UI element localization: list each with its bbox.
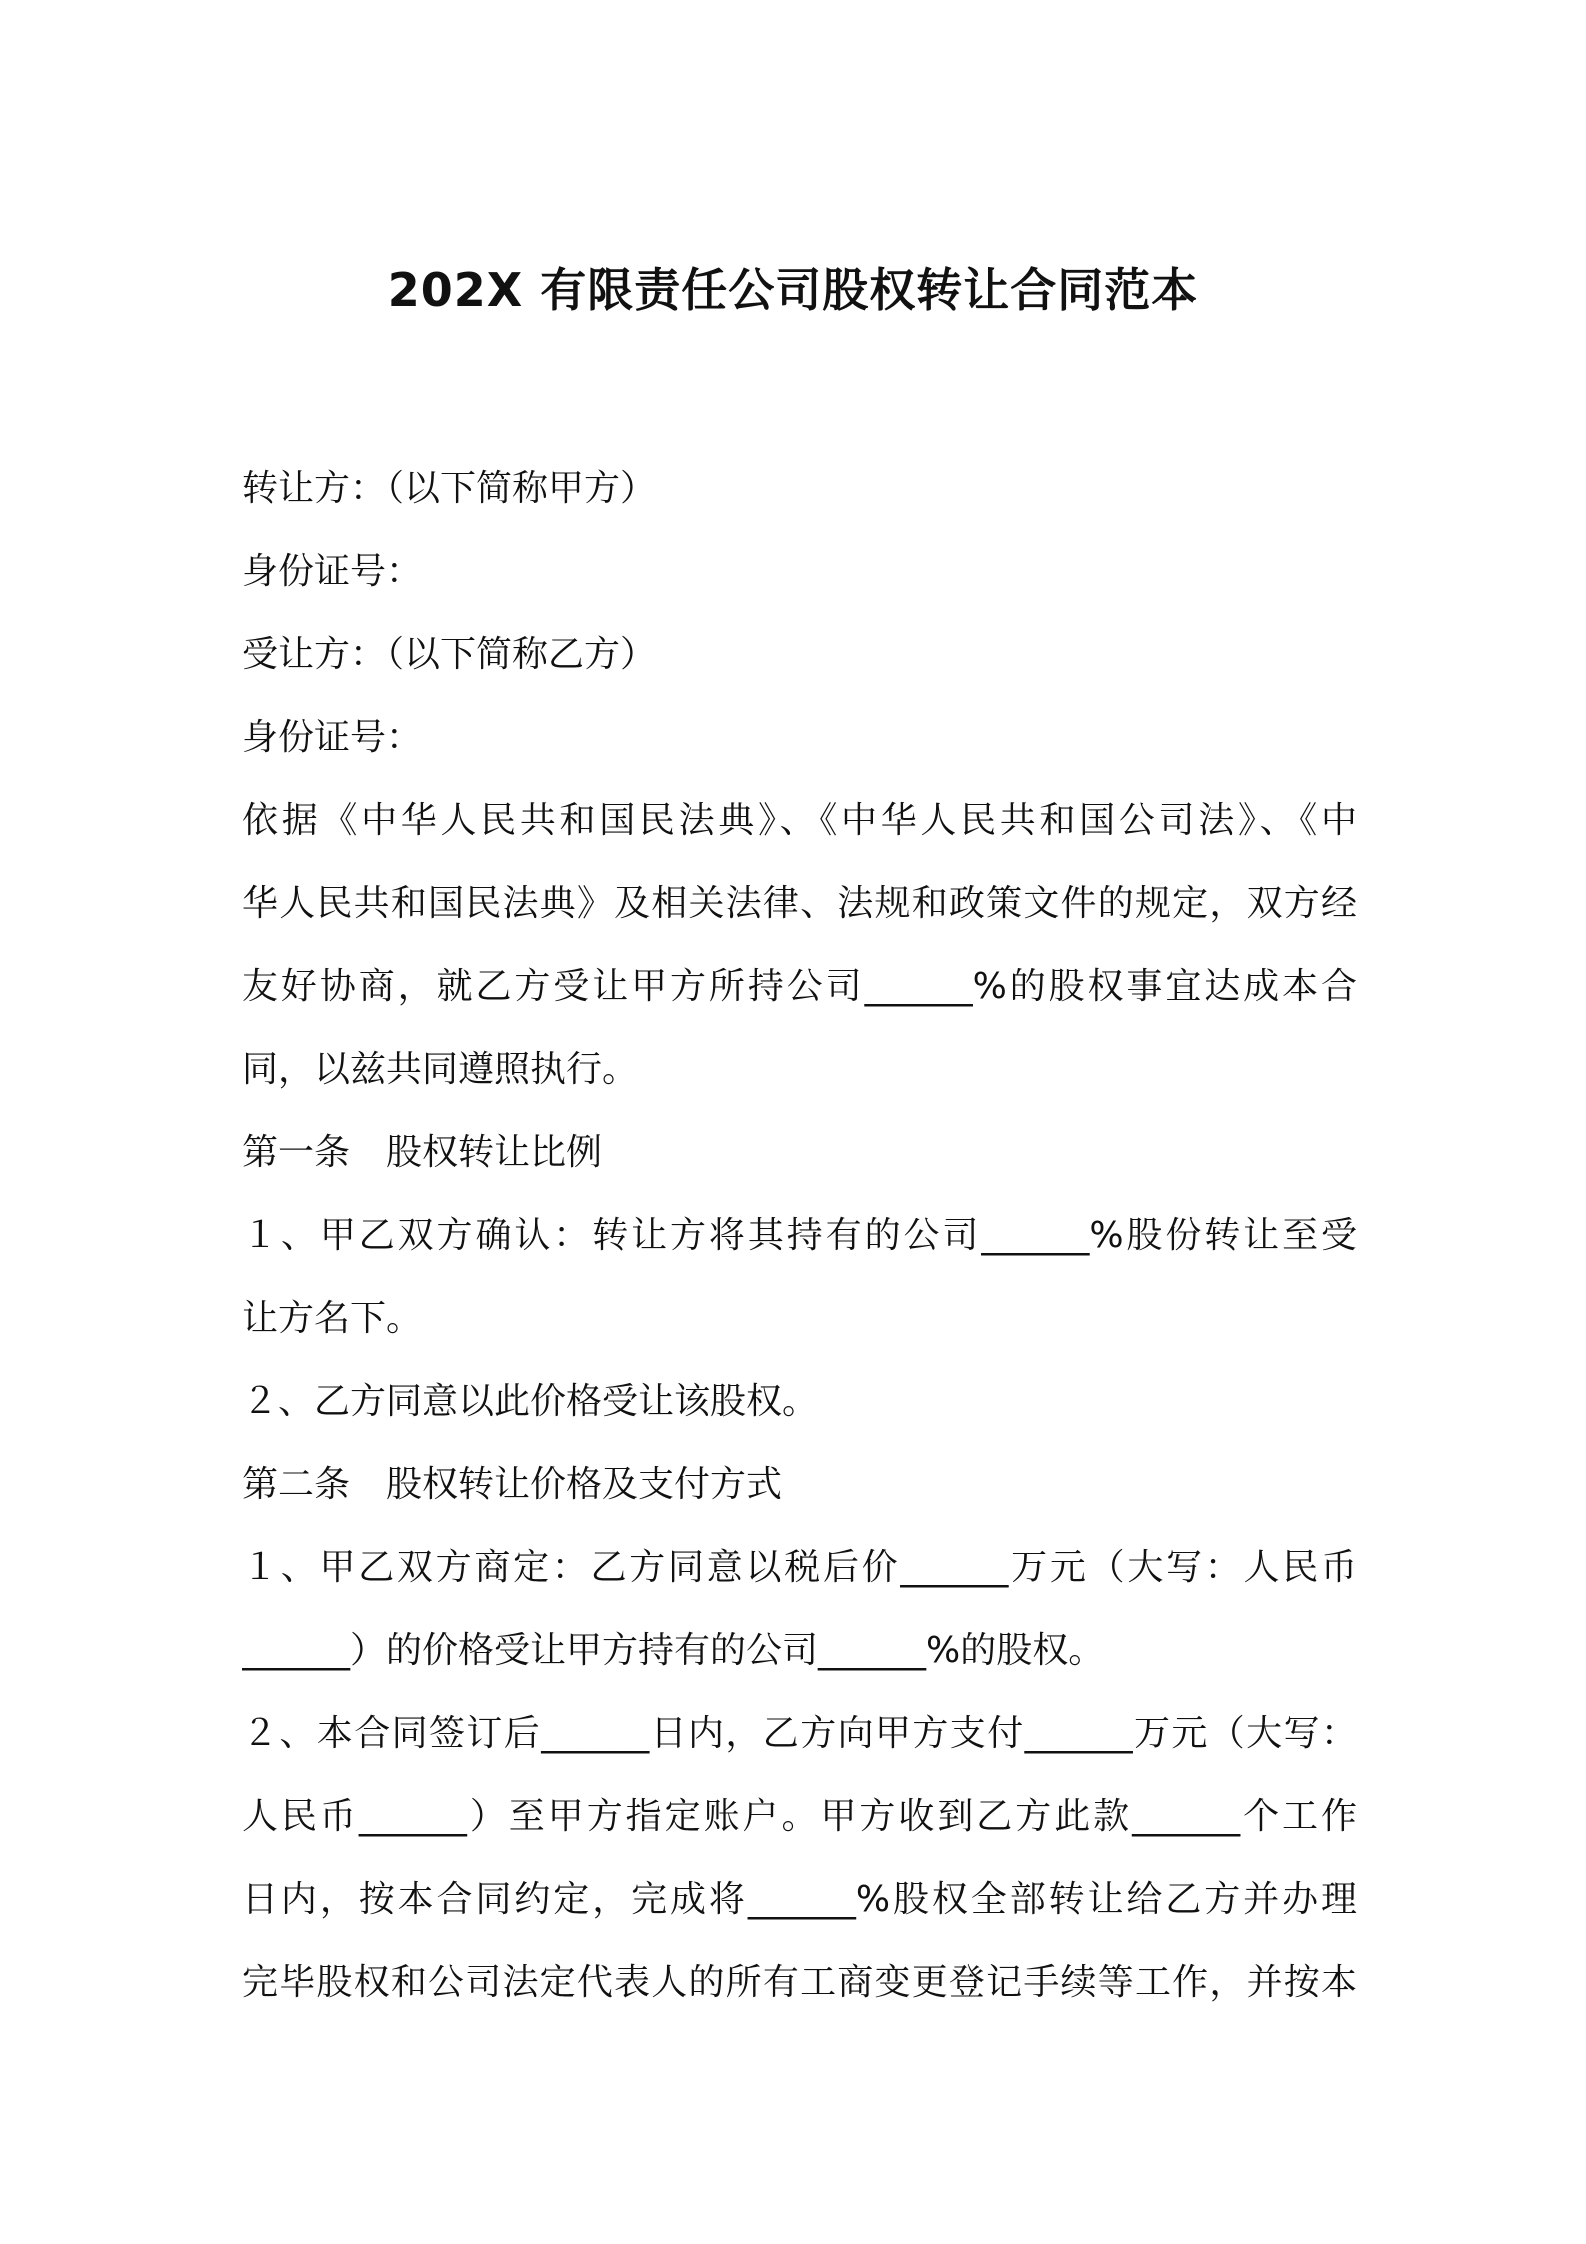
article-2-clause-2-line-2: 人民币______）至甲方指定账户。甲方收到乙方此款______个工作 <box>242 1796 1357 1837</box>
preamble-line-1: 依据《中华人民共和国民法典》、《中华人民共和国公司法》、《中 <box>242 800 1357 841</box>
transferee-line: 受让方：（以下简称乙方） <box>242 634 657 675</box>
transferor-id-line: 身份证号： <box>242 551 423 592</box>
preamble-line-3: 友好协商，就乙方受让甲方所持公司______%的股权事宜达成本合 <box>242 966 1357 1007</box>
transferee-id-line: 身份证号： <box>242 717 423 758</box>
article-2-heading: 第二条 股权转让价格及支付方式 <box>242 1464 783 1505</box>
article-2-clause-2-line-4: 完毕股权和公司法定代表人的所有工商变更登记手续等工作，并按本 <box>242 1962 1357 2003</box>
article-2-clause-1-line-2: ______）的价格受让甲方持有的公司______%的股权。 <box>242 1630 1105 1671</box>
article-1-clause-2: ２、乙方同意以此价格受让该股权。 <box>242 1381 819 1422</box>
article-1-heading: 第一条 股权转让比例 <box>242 1132 603 1173</box>
preamble-line-2: 华人民共和国民法典》及相关法律、法规和政策文件的规定，双方经 <box>242 883 1357 924</box>
document-title: 202X 有限责任公司股权转让合同范本 <box>387 263 1199 317</box>
article-2-clause-2-line-1: ２、本合同签订后______日内，乙方向甲方支付______万元（大写： <box>242 1713 1357 1754</box>
article-1-clause-1-line-2: 让方名下。 <box>242 1298 423 1339</box>
article-1-clause-1-line-1: １、甲乙双方确认：转让方将其持有的公司______%股份转让至受 <box>242 1215 1357 1256</box>
document-body <box>242 447 1357 2024</box>
preamble-line-4: 同，以兹共同遵照执行。 <box>242 1049 639 1090</box>
transferor-line: 转让方：（以下简称甲方） <box>242 468 657 509</box>
article-2-clause-2-line-3: 日内，按本合同约定，完成将______%股权全部转让给乙方并办理 <box>242 1879 1357 1920</box>
article-2-clause-1-line-1: １、甲乙双方商定：乙方同意以税后价______万元（大写：人民币 <box>242 1547 1357 1588</box>
